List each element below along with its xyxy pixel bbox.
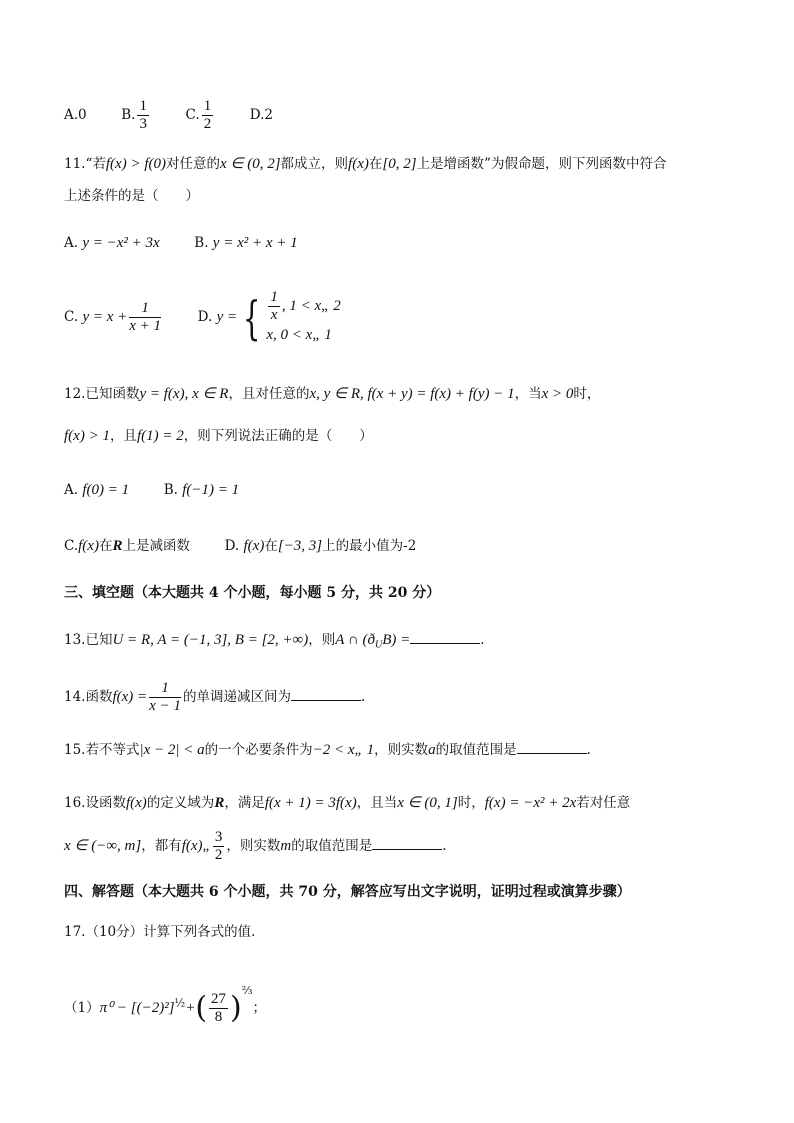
q11-option-c: C. y = x + $\frac{1}{x + 1}$ [64, 300, 162, 334]
q12-option-b: B. f(−1) = 1 [163, 482, 240, 498]
q11-option-d: D. y = { $\frac{1}{x}$ , 1 < x„ 2 x, 0 < x„ 1 [197, 289, 341, 345]
brace-symbol: { [242, 290, 261, 345]
q12-line1: 12.已知函数y = f(x), x ∈ R，且对任意的x, y ∈ R, f(x + y) = f(x) + f(y) − 1，当x > 0时， [64, 386, 601, 402]
q12-option-c: C.f(x)在R上是减函数 [64, 538, 190, 554]
q10-options [64, 98, 273, 133]
q11-line1: 11.“若f(x) > f(0)对任意的x ∈ (0, 2]都成立，则f(x)在[0, 2]上是增函数”为假命题，则下列函数中符合 [64, 156, 667, 172]
q15: 15.若不等式|x − 2| < a的一个必要条件为−2 < x„ 1，则实数a的取值范围是 . [64, 739, 591, 760]
q11-option-b: B. y = x² + x + 1 [194, 235, 298, 251]
q11-options-ab [64, 233, 298, 253]
q12-option-d: D. f(x)在[−3, 3]上的最小值为-2 [224, 538, 417, 554]
q11-options-cd [64, 287, 341, 347]
q12-options-ab [64, 480, 239, 500]
q10-option-d: D.2 [249, 107, 274, 123]
q10-option-c: C. $\frac{1}{2}$ [185, 98, 212, 132]
q17-line1: 17.（10分）计算下列各式的值. [64, 924, 256, 940]
q10-option-b: B. $\frac{1}{3}$ [121, 98, 147, 132]
q11-line2: 上述条件的是（ ） [64, 188, 199, 204]
q13: 13.已知U = R, A = (−1, 3], B = [2, +∞)，则A ∩ $(ð_UB)$ = . [64, 629, 485, 656]
q12-line2: f(x) > 1，且f(1) = 2，则下列说法正确的是（ ） [64, 428, 373, 444]
q12-options-cd [64, 536, 416, 556]
q15-answer-blank [517, 739, 587, 754]
q16-line1: 16.设函数f(x)的定义域为R，满足f(x + 1) = 3f(x)，且当x ∈ (0, 1]时，f(x) = −x² + 2x若对任意 [64, 795, 631, 811]
q16-answer-blank [372, 835, 442, 850]
q17-part1: $(1)\pi^0 - [(-2)^2]^{\frac{1}{2}}+$( $\frac{27}{8}$ )$^{\frac{2}{3}}$； [64, 984, 266, 1026]
q12-option-a: A. f(0) = 1 [64, 482, 130, 498]
q13-answer-blank [410, 629, 480, 644]
q14: 14.函数f(x) = $\frac{1}{x - 1}$ 的单调递减区间为 . [64, 680, 366, 714]
q16-line2: x ∈ (−∞, m]，都有f(x)„ $\frac{3}{2}$ ，则实数m的取值范围是 . [64, 829, 447, 863]
q10-option-a: A.0 [64, 107, 87, 123]
q11-option-a: A. y = −x² + 3x [64, 235, 160, 251]
q14-answer-blank [291, 686, 361, 701]
section4-title: 四、解答题（本大题共 6 个小题，共 70 分，解答应写出文字说明，证明过程或演算步骤） [64, 884, 631, 900]
section3-title: 三、填空题（本大题共 4 个小题，每小题 5 分，共 20 分） [64, 585, 441, 601]
